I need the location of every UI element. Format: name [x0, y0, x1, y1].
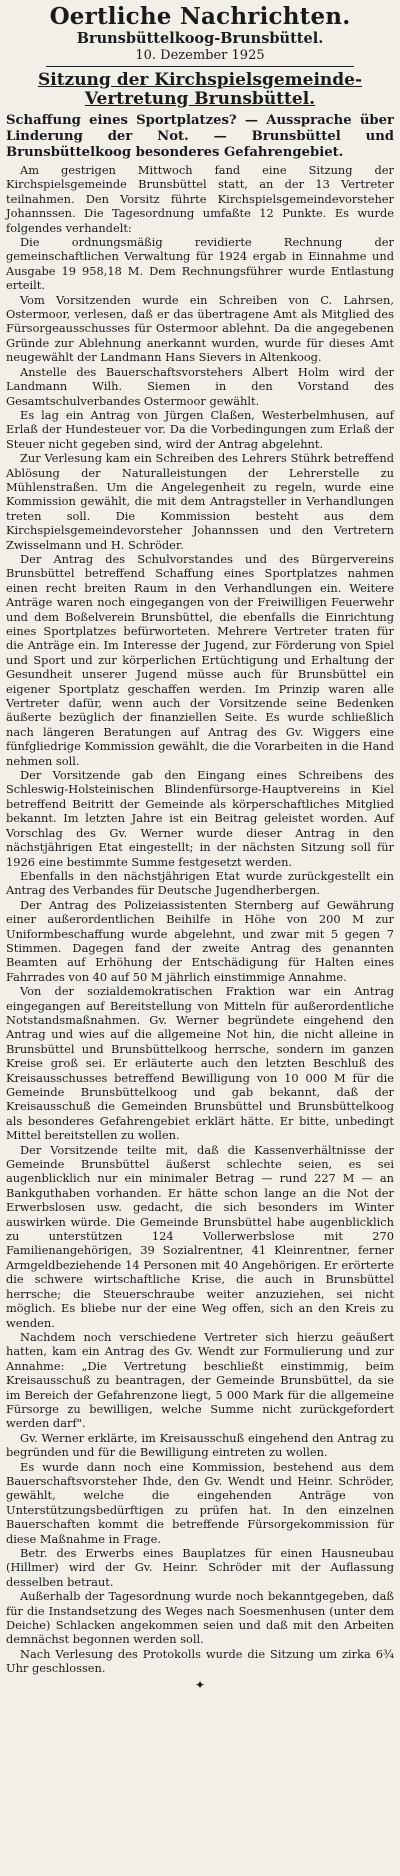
paragraph: Nachdem noch verschiedene Vertreter sich hierzu geäußert hatten, kam ein Antrag des Gv. Wendt zur Formulierung und zur Annahme: „Die Vertretung beschließt einstimmig, beim Kreisausschuß zu beantragen, der Gemeinde Brunsbüttel, da sie im Bereich der Gefahrenzone liegt, 5 000 Mark für die allgemeine Fürsorge zu bewilligen, welche Summe nicht zurückgefordert werden darf". — [6, 1329, 394, 1431]
paragraph: Von der sozialdemokratischen Fraktion war ein Antrag eingegangen auf Bereitstellung von Mitteln für außerordentliche Notstandsmaßnahmen. Gv. Werner begründete eingehend den Antrag und wies auf die allgemeine Not hin, die nicht alleine in Brunsbüttel und Brunsbüttelkoog herrsche, sondern im ganzen Kreise groß sei. Er erläuterte auch den letzten Beschluß des Kreisausschusses betreffend Bewilligung von 10 000 M für die Gemeinde Brunsbüttelkoog und gab bekannt, daß der Kreisausschuß die Gemeinden Brunsbüttel und Brunsbüttelkoog als besonderes Gefahrengebiet erklärt hätte. Er bitte, unbedingt Mittel bereitstellen zu wollen. — [6, 984, 394, 1143]
paragraph: Die ordnungsmäßig revidierte Rechnung der gemeinschaftlichen Verwaltung für 1924 ergab in Einnahme und Ausgabe 19 958,18 M. Dem Rechnungsführer wurde Entlastung erteilt. — [6, 235, 394, 293]
paragraph: Der Antrag des Polizeiassistenten Sternberg auf Gewährung einer außerordentlichen Beihilfe in Höhe von 200 M zur Uniformbeschaffung wurde abgelehnt, und zwar mit 5 gegen 7 Stimmen. Dagegen fand der zweite Antrag des genannten Beamten auf Erhöhung der Entschädigung für Halten eines Fahrrades von 40 auf 50 M jährlich einstimmige Annahme. — [6, 897, 394, 984]
article-lead: Schaffung eines Sportplatzes? — Aussprache über Linderung der Not. — Brunsbüttel und Brunsbüttelkoog besonderes Gefahrengebiet. — [6, 113, 394, 160]
paragraph: Der Vorsitzende teilte mit, daß die Kassenverhältnisse der Gemeinde Brunsbüttel äußerst schlechte seien, es sei augenblicklich nur ein minimaler Betrag — rund 227 M — an Bankguthaben vorhanden. Er hätte schon lange an die Not der Erwerbslosen usw. gedacht, die sich besonders im Winter auswirken würde. Die Gemeinde Brunsbüttel habe augenblicklich zu unterstützen 124 Vollerwerbslose mit 270 Familienangehörigen, 39 Sozialrentner, 41 Kleinrentner, ferner Armgeldbeziehende 14 Personen mit 40 Angehörigen. Er erörterte die schwere wirtschaftliche Krise, die auch in Brunsbüttel herrsche; die Steuerschraube weiter anzuziehen, sei nicht möglich. Es bliebe nur der eine Weg offen, sich an den Kreis zu wenden. — [6, 1142, 394, 1330]
article-body — [6, 163, 394, 1676]
paragraph: Zur Verlesung kam ein Schreiben des Lehrers Stührk betreffend Ablösung der Naturalleistungen der Lehrerstelle zu Mühlenstraßen. Um die Angelegenheit zu regeln, wurde eine Kommission gewählt, die mit dem Antragsteller in Verhandlungen treten soll. Die Kommission besteht aus dem Kirchspielsgemeindevorsteher Johannssen und den Vertretern Zwisselmann und H. Schröder. — [6, 451, 394, 552]
dateline: 10. Dezember 1925 — [135, 48, 265, 63]
places-subhead: Brunsbüttelkoog-Brunsbüttel. — [76, 30, 324, 47]
end-ornament-icon: ✦ — [194, 1677, 206, 1692]
paragraph: Außerhalb der Tagesordnung wurde noch bekanntgegeben, daß für die Instandsetzung des Weges nach Soesmenhusen (unter dem Deiche) Schlacken angekommen seien und daß mit den Arbeiten demnächst begonnen werden soll. — [6, 1589, 394, 1647]
section-masthead: Oertliche Nachrichten. — [49, 3, 351, 30]
article-title: Sitzung der Kirchspielsgemeinde-Vertretung Brunsbüttel. — [37, 70, 363, 109]
paragraph: Gv. Werner erklärte, im Kreisausschuß eingehend den Antrag zu begründen und für die Bewilligung eintreten zu wollen. — [6, 1430, 394, 1460]
paragraph: Am gestrigen Mittwoch fand eine Sitzung der Kirchspielsgemeinde Brunsbüttel statt, an der 13 Vertreter teilnahmen. Den Vorsitz führte Kirchspielsgemeindevorsteher Johannssen. Die Tagesordnung umfaßte 12 Punkte. Es wurde folgendes verhandelt: — [6, 163, 394, 235]
paragraph: Ebenfalls in den nächstjährigen Etat wurde zurückgestellt ein Antrag des Verbandes für Deutsche Jugendherbergen. — [6, 868, 394, 898]
paragraph: Vom Vorsitzenden wurde ein Schreiben von C. Lahrsen, Ostermoor, verlesen, daß er das übertragene Amt als Mitglied des Fürsorgeausschusses für Ostermoor ablehnt. Da die angegebenen Gründe zur Ablehnung anerkannt wurden, wurde für dieses Amt neugewählt der Landmann Hans Sievers in Altenkoog. — [6, 292, 394, 365]
paragraph: Betr. des Erwerbs eines Bauplatzes für einen Hausneubau (Hillmer) wird der Gv. Heinr. Schröder mit der Auflassung desselben betraut. — [6, 1546, 394, 1589]
closing-paragraph: Nach Verlesung des Protokolls wurde die Sitzung um zirka 6¾ Uhr geschlossen. — [6, 1646, 394, 1676]
paragraph: Es lag ein Antrag von Jürgen Claßen, Westerbelmhusen, auf Erlaß der Hundesteuer vor. Da die Vorbedingungen zum Erlaß der Steuer nicht gegeben sind, wird der Antrag abgelehnt. — [6, 407, 394, 451]
paragraph: Es wurde dann noch eine Kommission, bestehend aus dem Bauerschaftsvorsteher Ihde, den Gv. Wendt und Heinr. Schröder, gewählt, welche die eingehenden Anträge von Unterstützungsbedürftigen zu prüfen hat. In den einzelnen Bauerschaften kommt die betreffende Fürsorgekommission für diese Maßnahme in Frage. — [6, 1459, 394, 1546]
divider — [46, 66, 354, 67]
paragraph: Der Antrag des Schulvorstandes und des Bürgervereins Brunsbüttel betreffend Schaffung eines Sportplatzes nahmen einen recht breiten Raum in den Verhandlungen ein. Weitere Anträge waren noch eingegangen von der Freiwilligen Feuerwehr und dem Boßelverein Brunsbüttel, die ebenfalls die Einrichtung eines Sportplatzes befürworteten. Mehrere Vertreter traten für die Anträge ein. Im Interesse der Jugend, zur Förderung von Spiel und Sport und zur körperlichen Ertüchtigung und Erhaltung der Gesundheit unserer Jugend müsse auch für Brunsbüttel ein eigener Sportplatz geschaffen werden. Im Prinzip waren alle Vertreter dafür, wenn auch der Vorsitzende seine Bedenken äußerte bezüglich der finanziellen Seite. Es wurde schließlich nach längeren Beratungen auf Antrag des Gv. Wiggers eine fünfgliedrige Kommission gewählt, die die Vorarbeiten in die Hand nehmen soll. — [6, 551, 394, 768]
paragraph: Anstelle des Bauerschaftsvorstehers Albert Holm wird der Landmann Wilh. Siemen in den Vorstand des Gesamtschulverbandes Ostermoor gewählt. — [6, 364, 394, 408]
paragraph: Der Vorsitzende gab den Eingang eines Schreibens des Schleswig-Holsteinischen Blindenfürsorge-Hauptvereins in Kiel betreffend Beitritt der Gemeinde als körperschaftliches Mitglied bekannt. Im letzten Jahre ist ein Beitrag geleistet worden. Auf Vorschlag des Gv. Werner wurde dieser Antrag in den nächstjährigen Etat eingestellt; in der nächsten Sitzung soll für 1926 eine bestimmte Summe festgesetzt werden. — [6, 768, 394, 869]
